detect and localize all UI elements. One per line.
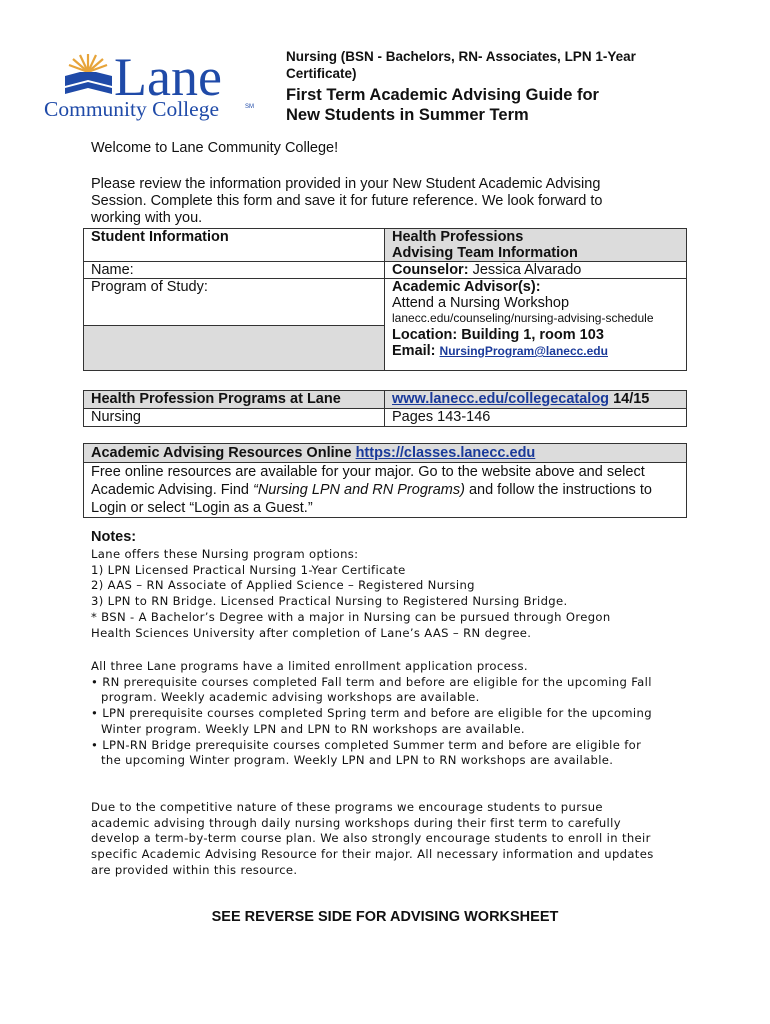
bullet-item: • RN prerequisite courses completed Fall term and before are eligible for the upcoming Fall <box>91 674 652 689</box>
program-subtitle: Nursing (BSN - Bachelors, RN- Associates, LPN 1-Year Certificate) <box>286 49 636 81</box>
advisor-value: Attend a Nursing Workshop <box>392 295 570 311</box>
document-header <box>286 48 726 125</box>
bullet-item: Winter program. Weekly LPN and LPN to RN workshops are available. <box>101 721 525 736</box>
advisor-label: Academic Advisor(s): <box>392 279 541 295</box>
option-item: 2) AAS – RN Associate of Applied Science – Registered Nursing <box>91 578 475 593</box>
welcome-text: Welcome to Lane Community College! <box>91 140 339 156</box>
closing-paragraph: Due to the competitive nature of these programs we encourage students to pursue academic advising through daily nursing workshops during their first term to carefully develop a term-by-term course plan. We also strongly encourage students to enroll in their specific Academic Advising Resource for their major. All necessary information and updates are provided within this resource. <box>91 800 654 877</box>
student-info-heading: Student Information <box>84 229 385 262</box>
advisor-row <box>385 279 687 326</box>
schedule-link[interactable]: lanecc.edu/counseling/nursing-advising-schedule <box>392 311 654 325</box>
email-link[interactable]: NursingProgram@lanecc.edu <box>439 344 608 358</box>
bullet-item: the upcoming Winter program. Weekly LPN and LPN to RN workshops are available. <box>101 753 614 768</box>
team-heading: Health Professions Advising Team Information <box>385 229 687 262</box>
intro-paragraph: Please review the information provided in your New Student Academic Advising Session. Complete this form and save it for future reference. We look forward to working with you. <box>91 176 603 226</box>
resources-emphasis: “Nursing LPN and RN Programs) <box>253 482 465 498</box>
catalog-cell <box>385 391 687 409</box>
notes-heading: Notes: <box>91 529 137 545</box>
counselor-row <box>385 262 687 279</box>
enrollment-notes: All three Lane programs have a limited enrollment application process. • RN prerequisite courses completed Fall term and before are eligible for the upcoming Fall program. Weekly academic advising workshops are available. • LPN prerequisite courses completed Spring term and before are eligible for the upcoming Winter program. Weekly LPN and LPN to RN workshops are available. • LPN-RN Bridge prerequisite courses completed Summer term and before are eligible for the upcoming Winter program. Weekly LPN and LPN to RN workshops are available. <box>91 659 652 768</box>
option-item: 1) LPN Licensed Practical Nursing 1-Year Certificate <box>91 562 406 577</box>
program-options: Lane offers these Nursing program options: 1) LPN Licensed Practical Nursing 1-Year Certificate 2) AAS – RN Associate of Applied Science – Registered Nursing 3) LPN to RN Bridge. Licensed Practical Nursing to Registered Nursing Bridge. * BSN - A Bachelor’s Degree with a major in Nursing can be pursued through Oregon Health Sciences University after completion of Lane’s AAS – RN degree. <box>91 547 611 640</box>
sunrise-icon <box>65 54 112 94</box>
resources-text: Free online resources are available for your major. Go to the website above and select Academic Advising. Find “Nursing LPN and RN Programs) and follow the instructions to Login or select “Login as a Guest.” <box>84 463 687 518</box>
counselor-label: Counselor: <box>392 262 469 278</box>
resources-heading: Academic Advising Resources Online https://classes.lanecc.edu <box>84 444 687 463</box>
email-label: Email: <box>392 343 436 359</box>
page-title: First Term Academic Advising Guide for New Students in Summer Term <box>286 86 599 124</box>
logo-college-text: Community College <box>44 97 219 121</box>
student-info-table <box>83 228 687 371</box>
programs-table <box>83 390 687 427</box>
programs-heading: Health Profession Programs at Lane <box>84 391 385 409</box>
reverse-side-notice: SEE REVERSE SIDE FOR ADVISING WORKSHEET <box>211 909 559 925</box>
bullet-item: program. Weekly academic advising workshops are available. <box>101 690 480 705</box>
bullet-item: • LPN-RN Bridge prerequisite courses completed Summer term and before are eligible for <box>91 737 642 752</box>
location-text: Location: Building 1, room 103 <box>392 327 604 343</box>
catalog-link[interactable]: www.lanecc.edu/collegecatalog <box>392 391 610 407</box>
logo-lane-text: Lane <box>114 47 222 107</box>
lane-logo <box>40 40 260 125</box>
program-name: Nursing <box>84 409 385 427</box>
counselor-name: Jessica Alvarado <box>472 262 582 278</box>
resources-table <box>83 443 687 518</box>
catalog-year: 14/15 <box>609 391 650 407</box>
name-field[interactable]: Name: <box>84 262 385 279</box>
bullet-item: • LPN prerequisite courses completed Spring term and before are eligible for the upcoming <box>91 706 652 721</box>
option-item: Health Sciences University after completion of Lane’s AAS – RN degree. <box>91 625 532 640</box>
option-item: 3) LPN to RN Bridge. Licensed Practical Nursing to Registered Nursing Bridge. <box>91 594 568 609</box>
classes-link[interactable]: https://classes.lanecc.edu <box>355 445 536 461</box>
location-row <box>385 325 687 370</box>
catalog-pages: Pages 143-146 <box>385 409 687 427</box>
program-of-study-field[interactable]: Program of Study: <box>84 279 385 326</box>
logo-service-mark: SM <box>245 104 254 110</box>
email-row <box>392 343 679 359</box>
blank-cell <box>84 325 385 370</box>
option-item: * BSN - A Bachelor’s Degree with a major in Nursing can be pursued through Oregon <box>91 609 611 624</box>
